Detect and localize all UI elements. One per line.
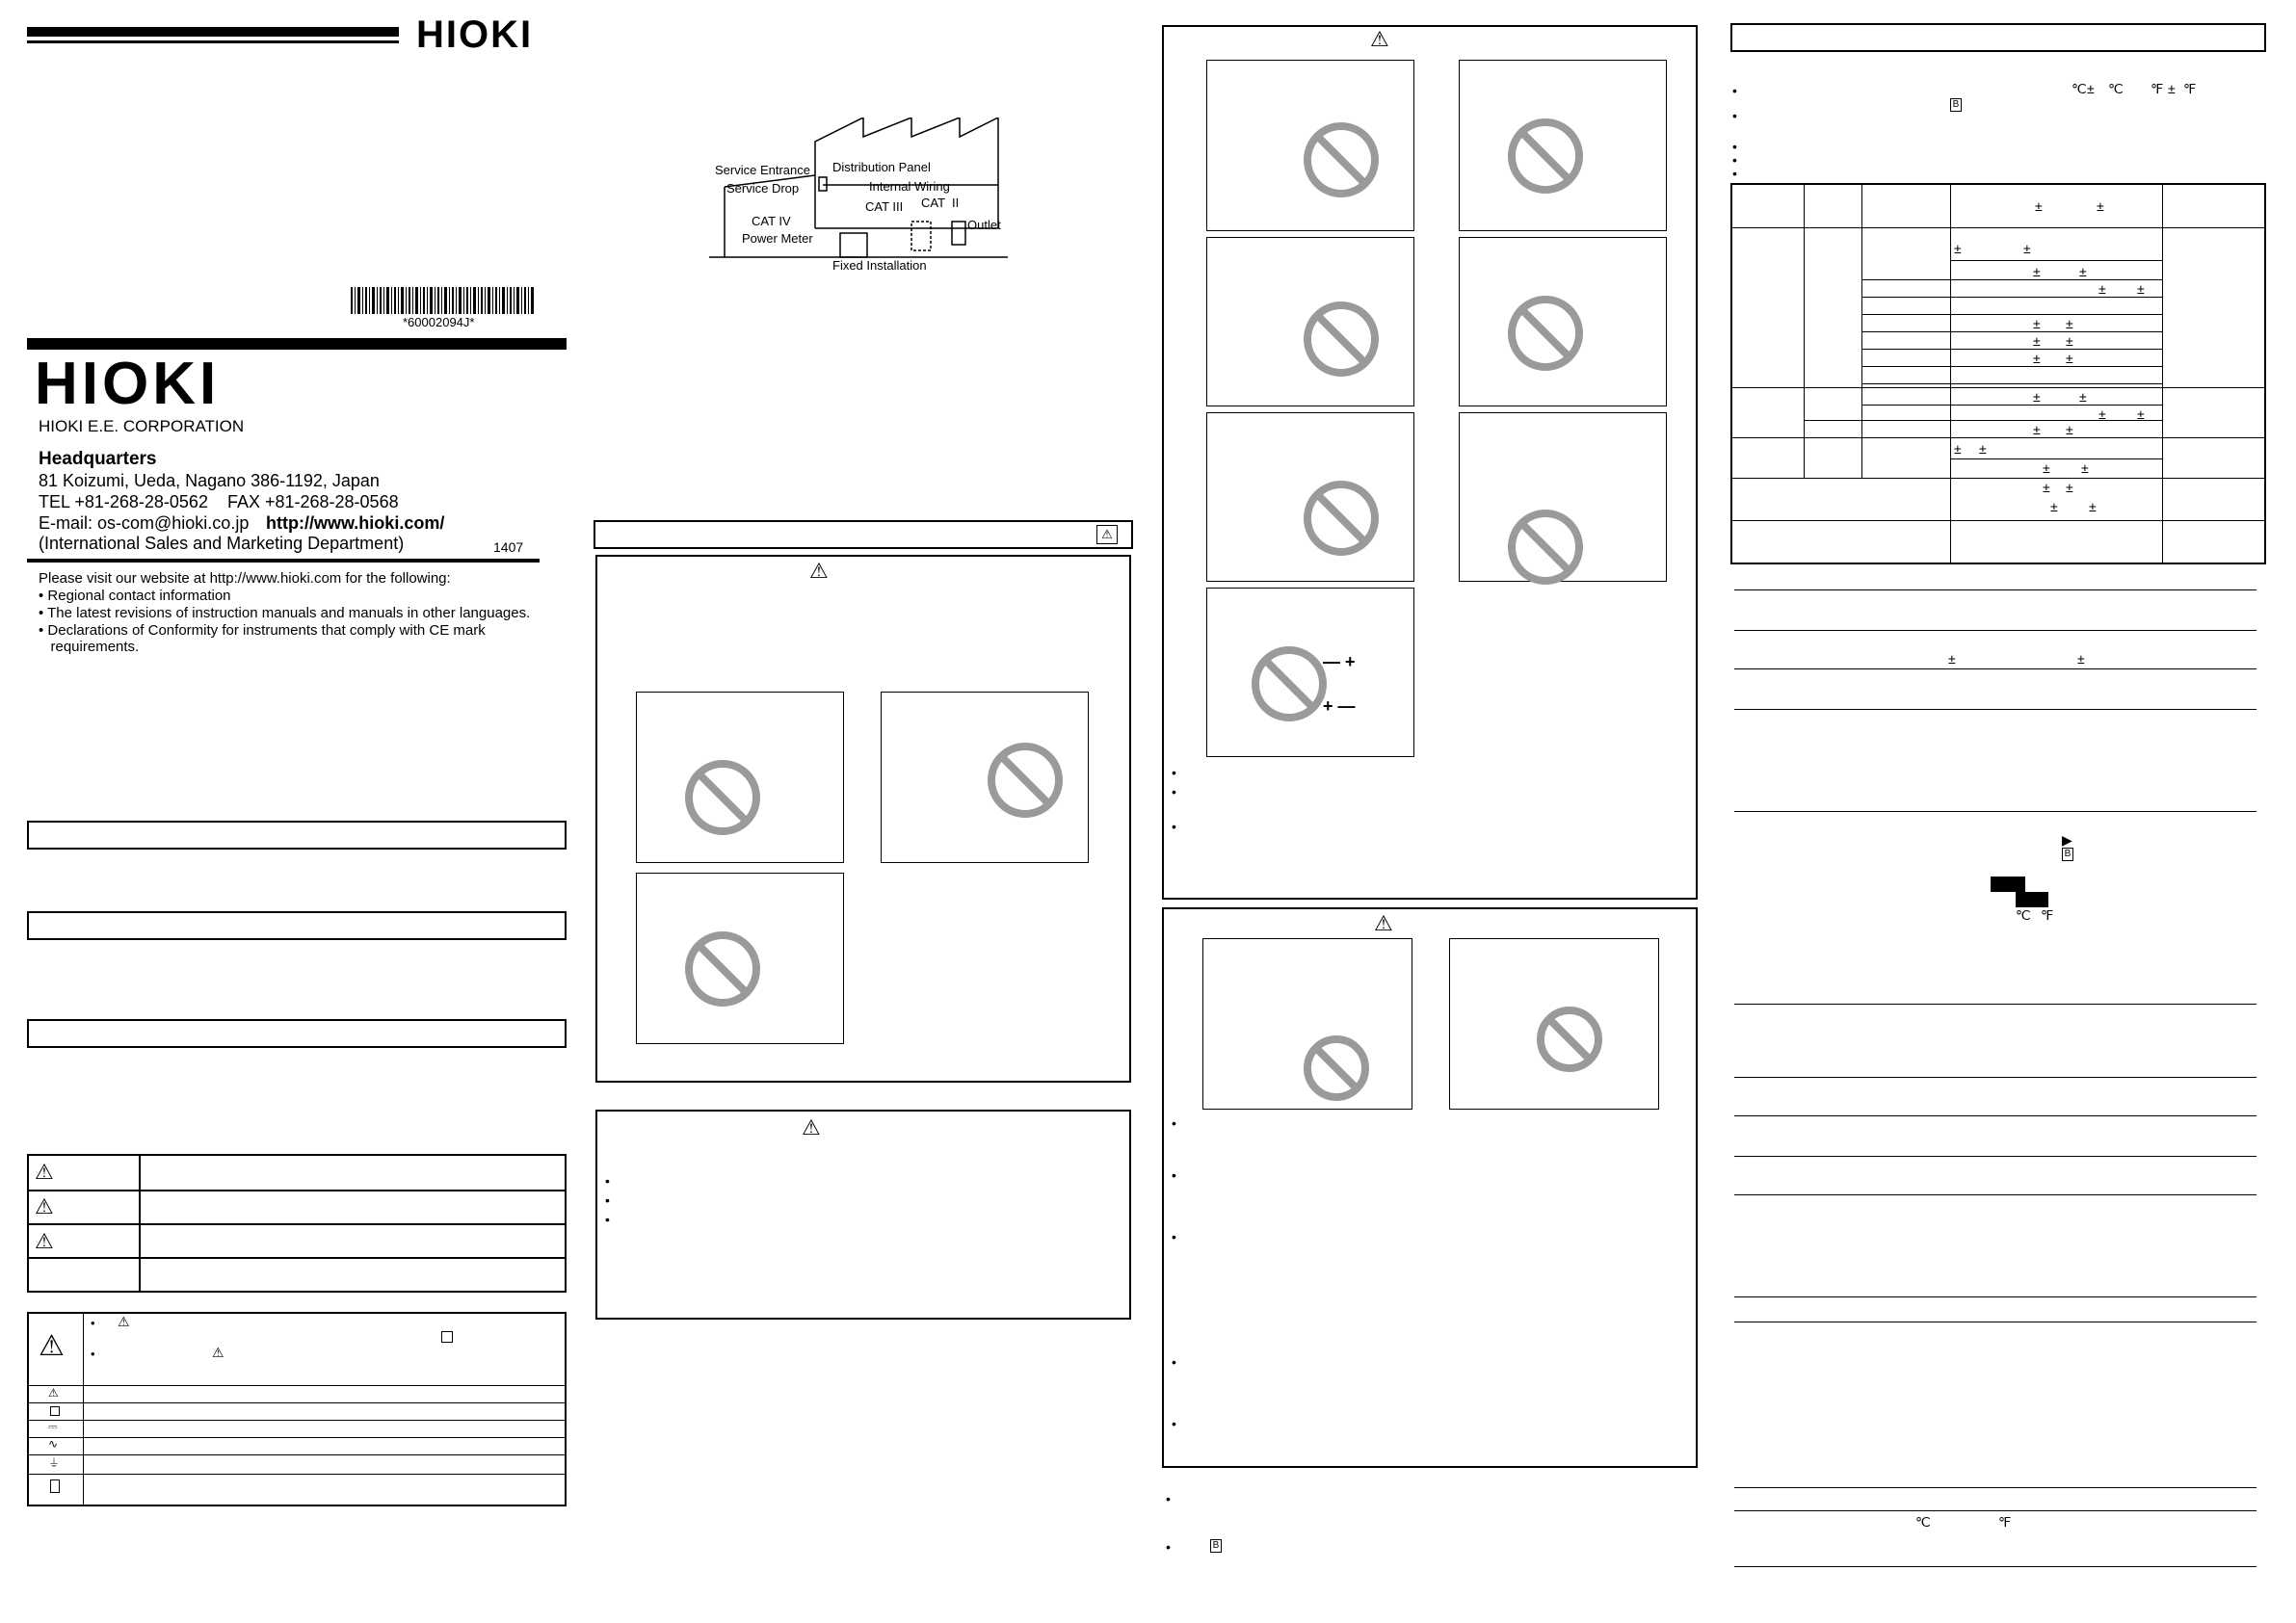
display-segment xyxy=(2016,892,2048,907)
contact-rule xyxy=(27,559,540,563)
warning-icon: ⚠ xyxy=(39,1330,65,1362)
label-cat-iv: CAT IV xyxy=(752,214,791,228)
label-service-entrance: Service Entrance xyxy=(715,163,810,177)
illustration-panel xyxy=(1206,60,1414,231)
caution-box: ⚠ • • • • • xyxy=(1162,907,1698,1468)
prohibited-icon xyxy=(1508,510,1583,585)
temp-unit-c: ℃ xyxy=(1915,1514,1931,1530)
warning-icon: ⚠ xyxy=(35,1160,54,1184)
warning-icon: ⚠ xyxy=(35,1229,54,1253)
doc-code: 1407 xyxy=(493,539,524,555)
prohibited-icon xyxy=(988,743,1063,818)
label-outlet: Outlet xyxy=(967,218,1001,232)
plus-minus: ± xyxy=(2033,351,2041,366)
section-header-box xyxy=(27,911,567,940)
illustration-panel: — + + — xyxy=(1206,588,1414,757)
prohibited-icon xyxy=(1304,301,1379,377)
plus-minus: ± xyxy=(2137,406,2145,422)
illustration-panel xyxy=(1449,938,1659,1110)
plus-minus: ± xyxy=(2079,264,2087,279)
prohibited-icon xyxy=(1304,122,1379,197)
prohibited-icon xyxy=(685,760,760,835)
warning-icon: ⚠ xyxy=(809,559,829,583)
plus-minus: ± xyxy=(2097,198,2104,214)
temp-unit-f: ℉ xyxy=(2041,907,2054,923)
website-intro: Please visit our website at http://www.hioki.com for the following: xyxy=(39,570,451,587)
danger-box-2: ⚠ — + + — • • • xyxy=(1162,25,1698,900)
barcode-text: *60002094J* xyxy=(403,315,475,329)
signal-word-table xyxy=(27,1154,567,1293)
prohibited-icon xyxy=(1537,1007,1602,1072)
plus-minus: ± xyxy=(2079,389,2087,405)
temp-unit-c: ℃ xyxy=(2108,81,2124,96)
illustration-panel xyxy=(1202,938,1412,1110)
label-internal-wiring: Internal Wiring xyxy=(869,179,950,194)
illustration-panel xyxy=(636,692,844,863)
prohibited-icon xyxy=(685,931,760,1007)
contact-phone: TEL +81-268-28-0562 FAX +81-268-28-0568 xyxy=(39,492,399,511)
illustration-panel xyxy=(1459,60,1667,231)
plus-minus: ± xyxy=(2043,480,2050,495)
plus-minus: ± xyxy=(2066,316,2073,331)
plus-minus: ± xyxy=(1954,241,1962,256)
section-header-box xyxy=(27,1019,567,1048)
plus-minus: ± xyxy=(1948,651,1956,667)
label-fixed-installation: Fixed Installation xyxy=(832,258,927,273)
illustration-panel xyxy=(1206,412,1414,582)
precautions-header-box xyxy=(594,520,1133,549)
plus-minus: ± xyxy=(2168,81,2176,96)
corp-name: HIOKI E.E. CORPORATION xyxy=(39,417,245,435)
website-item: • The latest revisions of instruction manuals and manuals in other languages. xyxy=(39,605,531,621)
brand-logo-small: HIOKI xyxy=(416,13,534,56)
plus-minus: ± xyxy=(2033,422,2041,437)
prohibited-icon xyxy=(1304,481,1379,556)
double-insulation-icon xyxy=(50,1406,60,1416)
ground-icon: ⏚ xyxy=(48,1456,61,1470)
barcode-image xyxy=(351,287,536,314)
label-cat-ii: CAT II xyxy=(921,196,960,210)
warning-icon: ⚠ xyxy=(48,1386,59,1400)
temp-unit-f: ℉ xyxy=(2151,81,2164,96)
symbols-table: ⚠ • ⚠ • ⚠ ⚠ ⎓ ∿ ⏚ xyxy=(27,1312,567,1506)
contact-email[interactable]: E-mail: os-com@hioki.co.jp xyxy=(39,513,250,533)
plus-minus: ± xyxy=(2066,333,2073,349)
accuracy-table xyxy=(1730,183,2266,564)
measurement-category-diagram xyxy=(709,118,1008,276)
label-distribution-panel: Distribution Panel xyxy=(832,160,931,174)
temp-unit-f: ℉ xyxy=(1998,1514,2012,1530)
illustration-panel xyxy=(1459,237,1667,406)
section-header-box xyxy=(27,821,567,850)
brand-logo-large: HIOKI xyxy=(35,351,221,417)
temp-unit-c: ℃ xyxy=(2072,81,2087,96)
illustration-panel xyxy=(636,873,844,1044)
website-item: • Regional contact information xyxy=(39,588,231,604)
warning-box: ⚠ • • • xyxy=(595,1110,1131,1320)
temp-unit-c: ℃ xyxy=(2016,907,2031,923)
plus-minus: ± xyxy=(2035,198,2043,214)
prohibited-icon xyxy=(1508,118,1583,194)
prohibited-icon xyxy=(1304,1035,1369,1101)
section-rule xyxy=(27,338,567,350)
temp-unit-f: ℉ xyxy=(2183,81,2197,96)
prohibited-icon xyxy=(1508,296,1583,371)
manual-ref-icon xyxy=(441,1331,453,1343)
warning-icon: ⚠ xyxy=(1374,911,1393,935)
plus-minus: ± xyxy=(2081,460,2089,476)
plus-minus: ± xyxy=(2137,281,2145,297)
play-icon: ▶ xyxy=(2062,832,2072,848)
display-segment xyxy=(1991,877,2025,892)
plus-minus: ± xyxy=(2033,316,2041,331)
warning-icon: ⚠ xyxy=(1370,27,1389,51)
warning-icon: ⚠ xyxy=(802,1115,821,1139)
specs-header-box xyxy=(1730,23,2266,52)
plus-minus: ± xyxy=(2033,264,2041,279)
header-rule-thick xyxy=(27,27,399,37)
contact-address: 81 Koizumi, Ueda, Nagano 386-1192, Japan xyxy=(39,471,380,490)
illustration-panel xyxy=(1206,237,1414,406)
warning-icon: ⚠ xyxy=(1096,525,1118,544)
plus-minus: ± xyxy=(2023,241,2031,256)
plus-minus: ± xyxy=(2050,499,2058,514)
fuse-icon xyxy=(50,1479,60,1493)
illustration-panel xyxy=(1459,412,1667,582)
warning-icon: ⚠ xyxy=(212,1345,224,1360)
website-item: • Declarations of Conformity for instruments that comply with CE mark xyxy=(39,622,486,639)
plus-minus: ± xyxy=(2066,351,2073,366)
plus-minus: ± xyxy=(1979,441,1987,457)
prohibited-icon xyxy=(1252,646,1327,721)
battery-icon: B xyxy=(1210,1539,1222,1553)
battery-icon: B xyxy=(1950,98,1962,112)
plus-minus: ± xyxy=(2087,81,2095,96)
illustration-panel xyxy=(881,692,1089,863)
plus-minus: ± xyxy=(2098,406,2106,422)
warning-icon: ⚠ xyxy=(35,1194,54,1218)
plus-minus: ± xyxy=(1954,441,1962,457)
plus-minus: ± xyxy=(2089,499,2097,514)
plus-minus: ± xyxy=(2033,333,2041,349)
plus-minus: ± xyxy=(2066,480,2073,495)
plus-minus: ± xyxy=(2043,460,2050,476)
battery-icon: B xyxy=(2062,848,2073,861)
contact-dept: (International Sales and Marketing Department) xyxy=(39,534,405,553)
ac-icon: ∿ xyxy=(48,1437,59,1451)
label-power-meter: Power Meter xyxy=(742,231,813,246)
plus-minus: ± xyxy=(2098,281,2106,297)
plus-minus: ± xyxy=(2033,389,2041,405)
danger-box xyxy=(595,555,1131,1083)
plus-minus: ± xyxy=(2077,651,2085,667)
header-rule-thin xyxy=(27,40,399,43)
label-cat-iii: CAT III xyxy=(865,199,904,214)
dc-icon: ⎓ xyxy=(48,1420,58,1433)
contact-url-link[interactable]: http://www.hioki.com/ xyxy=(266,513,445,533)
plus-minus: ± xyxy=(2066,422,2073,437)
contact-heading: Headquarters xyxy=(39,449,157,469)
warning-icon: ⚠ xyxy=(118,1314,130,1329)
website-item: requirements. xyxy=(39,639,140,655)
label-service-drop: Service Drop xyxy=(726,181,800,196)
